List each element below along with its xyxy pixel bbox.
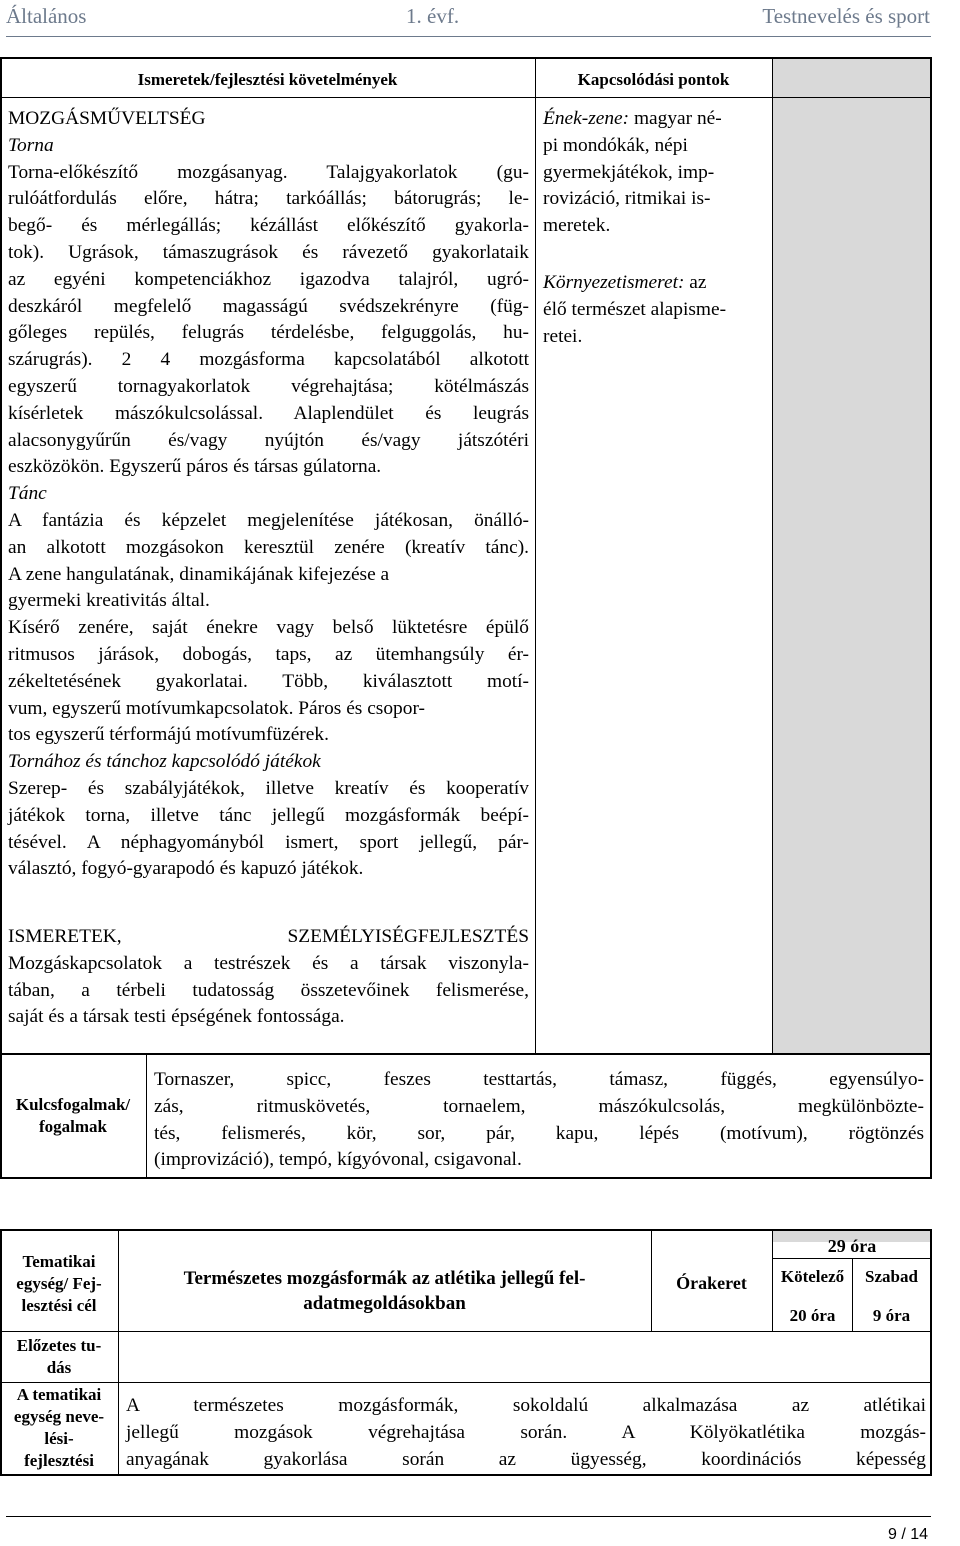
text-line: tos egyszerű térformájú motívumfüzérek. [8, 724, 329, 746]
text-line: jellegű mozgások végrehajtása során. A Kölyökatlétika mozgás- [126, 1421, 926, 1443]
text-line: kísérletek mászókulcsolással. Alaplendület és leugrás [8, 402, 529, 424]
empty-shaded-column [773, 58, 931, 1054]
text-line: Szerep- és szabályjátékok, illetve kreatív és kooperatív [8, 777, 529, 799]
unit-goal-text [126, 1393, 926, 1473]
text-line [543, 106, 769, 133]
key-concepts-text [154, 1067, 924, 1174]
text-line: tában, a térbeli tudatosság összetevőinek felismerése, [8, 979, 529, 1001]
text-line: gőleges repülés, felugrás térdelésbe, felguggolás, hu- [8, 322, 529, 344]
header-grade: 1. évf. [406, 4, 460, 28]
footer-rule [6, 1516, 931, 1517]
header-rule [6, 36, 931, 37]
text-line: Tornaszer, spicc, feszes testtartás, támasz, függés, egyensúlyo- [154, 1069, 924, 1090]
connection-text: az [684, 272, 707, 293]
col-header-connections: Kapcsolódási pontok [577, 70, 730, 89]
text-line: (improvizáció), tempó, kígyóvonal, csigavonal. [154, 1149, 522, 1171]
text-line: alacsonygyűrűn és/vagy nyújtón és/vagy játszótéri [8, 429, 529, 451]
connection-text: magyar né- [629, 108, 722, 129]
text-line: A zene hangulatának, dinamikájának kifejezése a [8, 563, 390, 585]
text-line: rulóátfordulás előre, hátra; tarkóállás; bátorugrás; le- [8, 188, 529, 210]
text-line: gyermeki kreativitás által. [8, 590, 210, 612]
text-line: MOZGÁSMŰVELTSÉG [8, 108, 206, 129]
text-line: Tánc [8, 483, 47, 505]
page-header [6, 4, 930, 32]
text-line: ISMERETEK, SZEMÉLYISÉGFEJLESZTÉS [8, 926, 529, 947]
hours-total: 29 óra [827, 1236, 877, 1256]
hours-label: Órakeret [676, 1273, 747, 1293]
text-line: Tornához és tánchoz kapcsolódó játékok [8, 751, 321, 773]
text-line: an alkotott mozgásokon keresztül zenére (kreatív tánc). [8, 536, 529, 558]
text-line: A természetes mozgásformák, sokoldalú alkalmazása az atlétikai [126, 1395, 926, 1416]
text-line [543, 160, 769, 187]
text-line [543, 270, 769, 297]
header-section: Általános [6, 4, 87, 28]
text-line [543, 297, 769, 324]
personality-development-text [8, 924, 529, 1031]
unit-label: Tematikai egység/ Fej- lesztési cél [16, 1252, 102, 1315]
mandatory-label: Kötelező [780, 1267, 845, 1286]
text-line [543, 213, 769, 240]
text-line: A fantázia és képzelet megjelenítése játékosan, önálló- [8, 509, 529, 531]
connection-text: retei. [543, 325, 583, 347]
text-line: az egyéni kompetenciákhoz igazodva talajról, ugró- [8, 268, 529, 290]
connection-text: élő természet alapisme- [543, 298, 727, 320]
requirements-text [8, 106, 529, 883]
text-line: zás, ritmuskövetés, tornaelem, mászókulcsolás, megkülönbözte- [154, 1095, 924, 1117]
text-line: vum, egyszerű motívumkapcsolatok. Páros és csopor- [8, 697, 425, 719]
free-hours: 9 óra [872, 1306, 911, 1325]
text-line: Torna [8, 134, 54, 156]
text-line: játékok torna, illetve tánc jellegű mozgásformák beépí- [8, 804, 529, 826]
text-line: Mozgáskapcsolatok a testrészek és a társak viszonyla- [8, 952, 529, 974]
text-line: tésével. A néphagyományból ismert, sport jellegű, pár- [8, 831, 529, 853]
page-number: 9 / 14 [887, 1526, 928, 1543]
subject-label: Ének-zene: [543, 108, 630, 129]
text-line: egyszerű tornagyakorlatok végrehajtása; kötélmászás [8, 375, 529, 397]
text-line: deszkáról megfelelő magasságú svédszekrényre (füg- [8, 295, 529, 317]
connection-text: rovizáció, ritmikai is- [543, 188, 711, 210]
connection-text: meretek. [543, 215, 611, 237]
connection-text: gyermekjátékok, imp- [543, 161, 715, 183]
text-line: ritmusos járások, dobogás, taps, az ütemhangsúly ér- [8, 643, 529, 665]
text-line: saját és a társak testi épségének fontossága. [8, 1006, 345, 1028]
text-line: tés, felismerés, kör, sor, pár, kapu, lépés (motívum), rögtönzés [154, 1122, 924, 1144]
header-subject: Testnevelés és sport [762, 4, 930, 28]
text-line: választó, fogyó-gyarapodó és kapuzó játékok. [8, 858, 364, 880]
connection-environment [543, 270, 769, 350]
text-line: Torna-előkészítő mozgásanyag. Talajgyakorlatok (gu- [8, 161, 529, 183]
text-line: szárugrás). 2 4 mozgásforma kapcsolatából alkotott [8, 349, 529, 371]
text-line: begő- és mérlegállás; kézállást előkészítő gyakorla- [8, 215, 529, 237]
col-header-requirements: Ismeretek/fejlesztési követelmények [137, 70, 398, 89]
text-line: tok). Ugrások, támaszugrások és rávezető gyakorlataik [8, 241, 529, 263]
text-line: eszközökön. Egyszerű páros és társas gúlatorna. [8, 456, 382, 478]
connection-text: pi mondókák, népi [543, 134, 688, 156]
text-line: Kísérő zenére, saját énekre vagy belső lüktetésre épülő [8, 617, 529, 639]
connection-music [543, 106, 769, 240]
text-line [543, 133, 769, 160]
text-line [543, 324, 769, 351]
text-line: anyagának gyakorlása során az ügyesség, koordinációs képesség [126, 1448, 926, 1470]
unit-title: Természetes mozgásformák az atlétika jellegű fel- adatmegoldásokban [183, 1268, 586, 1314]
text-line [543, 186, 769, 213]
prior-knowledge-label: Előzetes tu- dás [16, 1336, 102, 1377]
mandatory-hours: 20 óra [789, 1306, 836, 1325]
unit-goal-label: A tematikai egység neve- lési- fejlesztési [13, 1385, 105, 1470]
text-line: zékeltetésének gyakorlatai. Több, kiválasztott motí- [8, 670, 529, 692]
subject-label: Környezetismeret: [543, 272, 685, 293]
free-label: Szabad [865, 1267, 918, 1286]
key-concepts-label: Kulcsfogalmak/ fogalmak [15, 1095, 131, 1136]
